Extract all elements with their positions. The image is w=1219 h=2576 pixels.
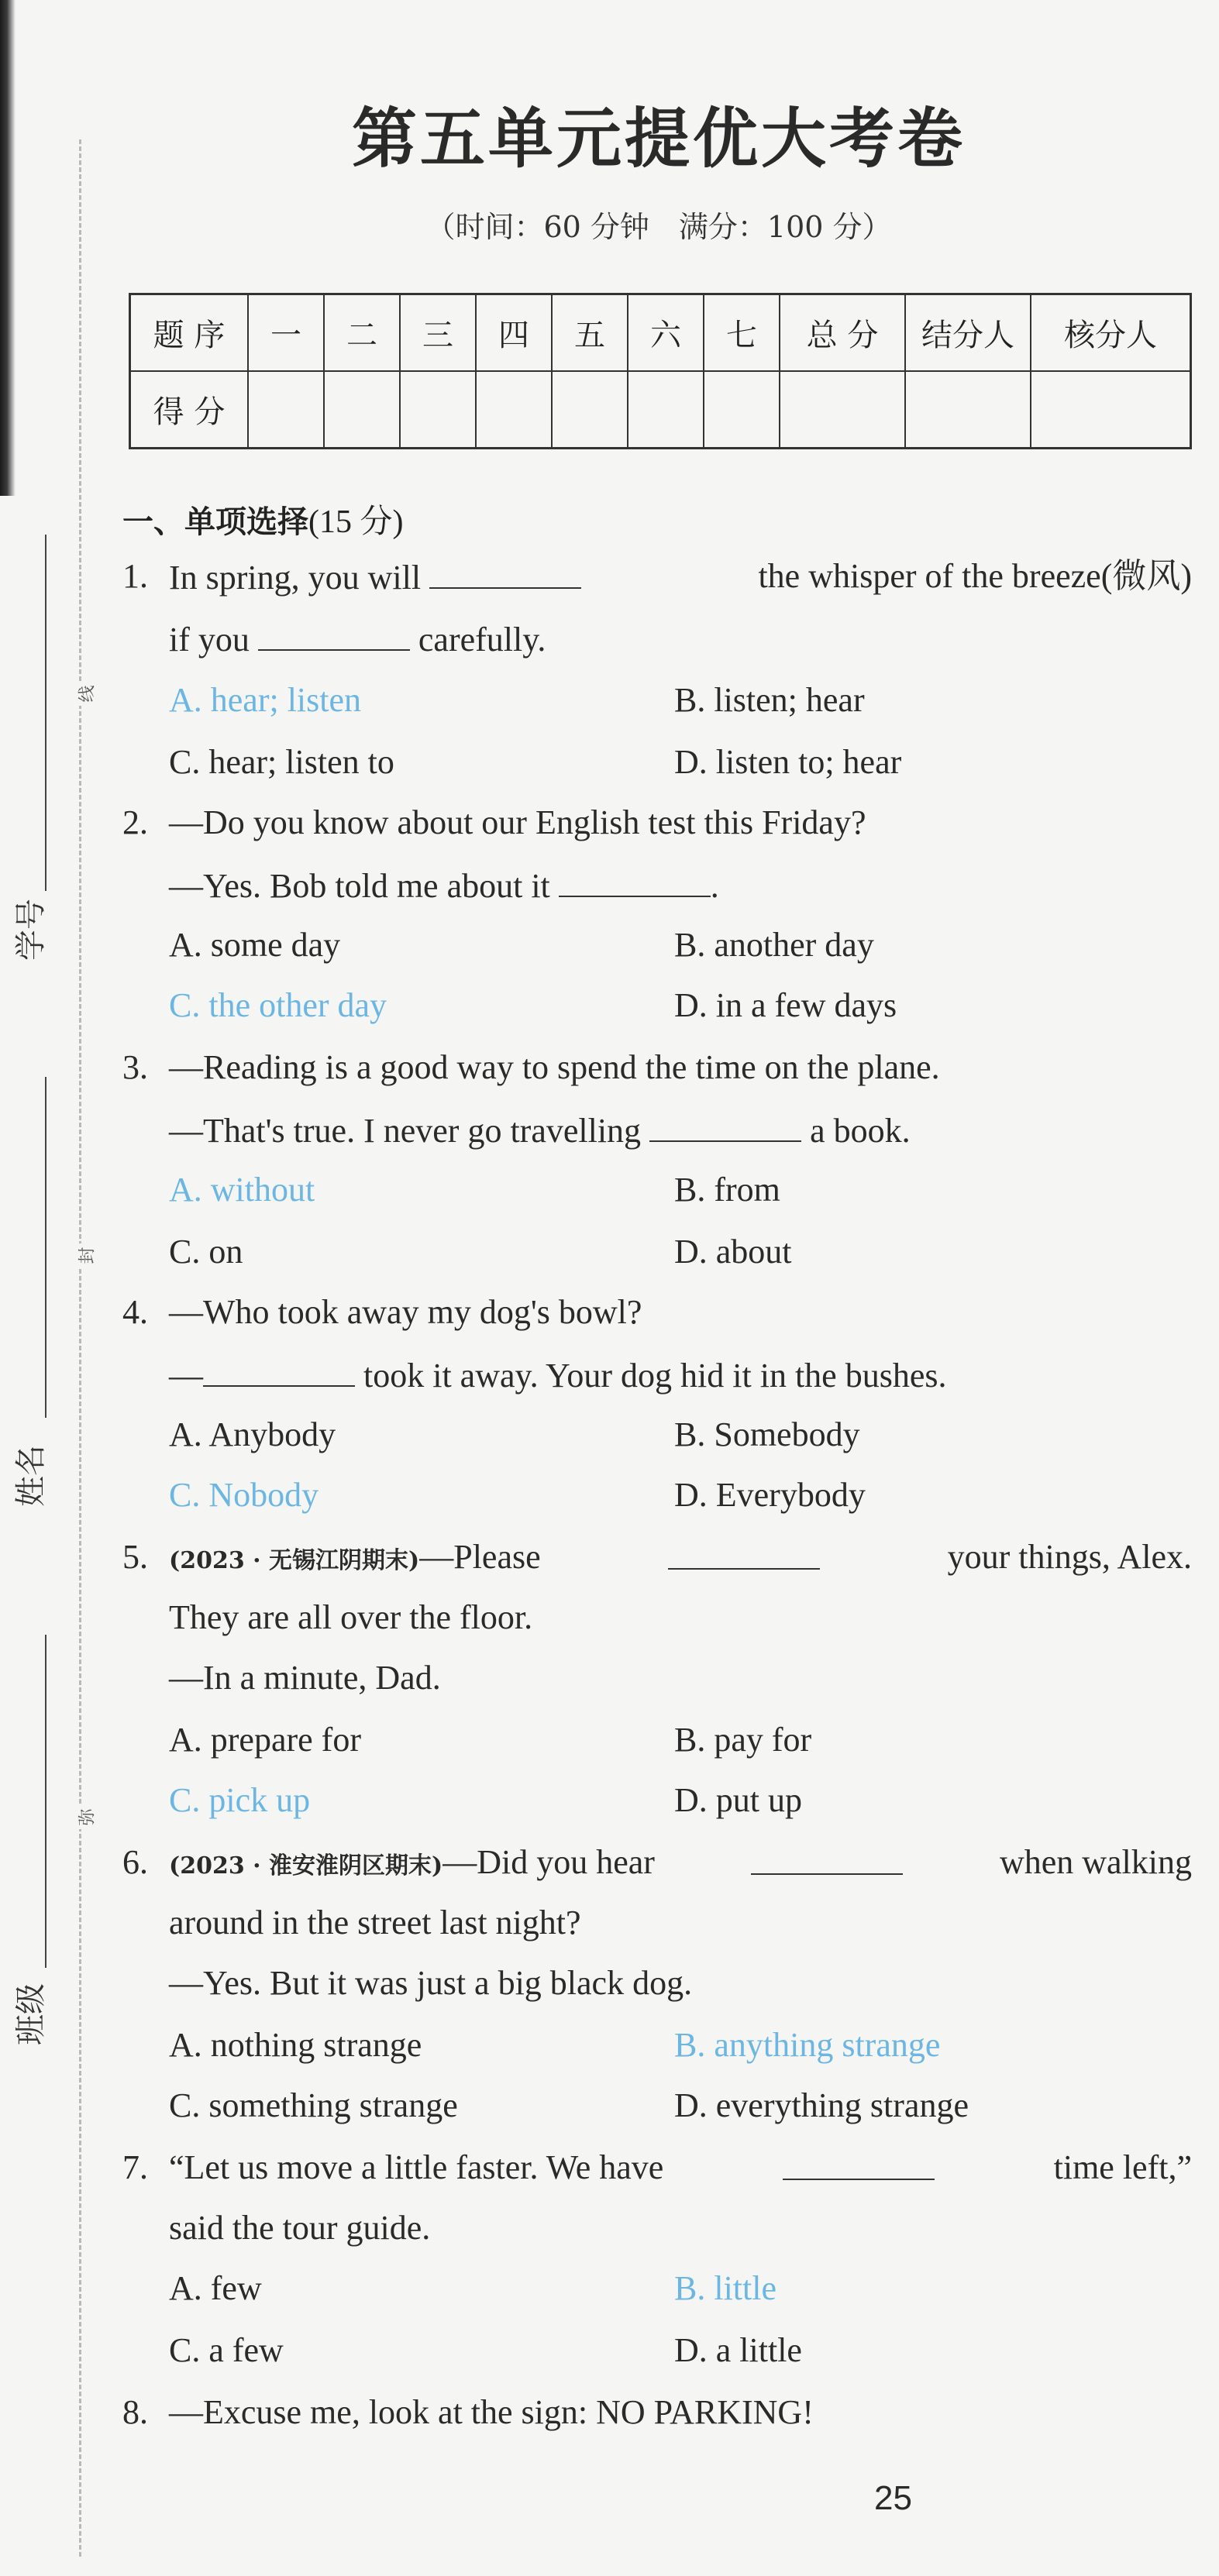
question-text: —Please	[419, 1538, 541, 1576]
margin-label-xuehao: 学号	[13, 899, 49, 961]
score-table-header-cell: 总 分	[780, 294, 905, 372]
option-c[interactable]: C. Nobody	[169, 1476, 319, 1514]
margin-line-xuehao	[45, 535, 46, 891]
option-a[interactable]: A. without	[169, 1171, 315, 1209]
option-a[interactable]: A. Anybody	[169, 1415, 336, 1453]
option-b[interactable]: B. little	[674, 2269, 777, 2307]
question-stem-line	[169, 1113, 911, 1148]
question-stem-line	[169, 559, 1192, 595]
score-table-header-cell: 结分人	[905, 294, 1031, 372]
question-number: 2.	[122, 803, 148, 841]
option-d[interactable]: D. put up	[674, 1781, 802, 1819]
question-stem-line	[169, 2148, 1192, 2186]
question-number: 3.	[122, 1048, 148, 1086]
score-input-cell[interactable]	[780, 371, 905, 449]
score-table-header-cell: 六	[628, 294, 704, 372]
score-input-cell[interactable]	[324, 371, 400, 449]
section-heading-text: 一、单项选择	[122, 504, 308, 540]
option-d[interactable]: D. listen to; hear	[674, 743, 902, 781]
margin-label-banji: 班级	[13, 1983, 49, 2045]
binding-dashed-line	[79, 139, 81, 2557]
option-d[interactable]: D. Everybody	[674, 1476, 866, 1514]
cut-mark-feng: 封	[76, 1243, 96, 1267]
score-table-score-row	[130, 371, 1191, 449]
question-source: (2023 · 无锡江阴期末)	[169, 1547, 420, 1574]
question-text: your things, Alex.	[947, 1538, 1192, 1576]
question-text: took it away. Your dog hid it in the bushes.	[363, 1357, 947, 1395]
score-table-header-row	[130, 294, 1191, 372]
answer-blank[interactable]	[668, 1540, 820, 1570]
score-input-cell[interactable]	[704, 371, 780, 449]
option-a[interactable]: A. prepare for	[169, 1721, 361, 1759]
answer-blank[interactable]	[203, 1357, 355, 1387]
option-a[interactable]: A. few	[169, 2269, 262, 2307]
option-a[interactable]: A. nothing strange	[169, 2026, 422, 2064]
question-stem-line	[169, 1357, 946, 1393]
option-a[interactable]: A. hear; listen	[169, 681, 362, 719]
cut-mark-mi: 弥	[76, 1805, 96, 1829]
question-text: —Who took away my dog's bowl?	[169, 1293, 642, 1331]
question-text: time left,”	[1053, 2148, 1192, 2186]
score-table-header-cell: 题 序	[130, 294, 249, 372]
section-points: (15 分)	[308, 504, 404, 540]
question-number: 4.	[122, 1293, 148, 1331]
score-input-cell[interactable]	[628, 371, 704, 449]
score-table-header-cell: 四	[476, 294, 552, 372]
question-text: .	[710, 867, 719, 905]
option-b[interactable]: B. Somebody	[674, 1415, 860, 1453]
option-b[interactable]: B. another day	[674, 926, 874, 964]
score-table-header-cell: 七	[704, 294, 780, 372]
option-a[interactable]: A. some day	[169, 926, 341, 964]
option-b[interactable]: B. listen; hear	[674, 681, 865, 719]
option-d[interactable]: D. a little	[674, 2331, 802, 2369]
question-text: In spring, you will	[169, 559, 422, 597]
score-table-header-cell: 二	[324, 294, 400, 372]
score-input-cell[interactable]	[552, 371, 628, 449]
answer-blank[interactable]	[783, 2151, 935, 2180]
question-number: 8.	[122, 2393, 148, 2431]
option-d[interactable]: D. about	[674, 1233, 792, 1271]
section-heading	[122, 496, 403, 542]
question-text: if you	[169, 621, 250, 659]
score-table-row-label: 得 分	[130, 371, 249, 449]
question-text: They are all over the floor.	[169, 1598, 533, 1636]
option-d[interactable]: D. in a few days	[674, 986, 897, 1024]
question-text: said the tour guide.	[169, 2209, 431, 2247]
option-c[interactable]: C. a few	[169, 2331, 284, 2369]
option-b[interactable]: B. pay for	[674, 1721, 812, 1759]
question-number: 6.	[122, 1843, 148, 1881]
question-stem-line	[169, 621, 546, 657]
score-table-header-cell: 一	[248, 294, 324, 372]
option-b[interactable]: B. from	[674, 1171, 780, 1209]
option-c[interactable]: C. the other day	[169, 986, 387, 1024]
question-text: —In a minute, Dad.	[169, 1659, 441, 1697]
answer-blank[interactable]	[649, 1113, 801, 1142]
question-stem-line	[169, 1540, 1192, 1574]
score-table-header-cell: 核分人	[1031, 294, 1191, 372]
question-number: 5.	[122, 1538, 148, 1576]
margin-line-banji	[45, 1635, 46, 1968]
question-number: 1.	[122, 557, 148, 595]
score-table-header-cell: 三	[400, 294, 476, 372]
question-source: (2023 · 淮安淮阴区期末)	[169, 1852, 443, 1880]
option-c[interactable]: C. something strange	[169, 2086, 458, 2124]
answer-blank[interactable]	[429, 559, 581, 589]
score-table-header-cell: 五	[552, 294, 628, 372]
score-input-cell[interactable]	[400, 371, 476, 449]
question-text: a book.	[810, 1112, 911, 1150]
option-c[interactable]: C. on	[169, 1233, 243, 1271]
exam-title: 第五单元提优大考卷	[351, 101, 966, 177]
question-text: —That's true. I never go travelling	[169, 1112, 642, 1150]
exam-subtitle: （时间：60 分钟 满分：100 分）	[425, 210, 892, 244]
score-input-cell[interactable]	[905, 371, 1031, 449]
question-number: 7.	[122, 2148, 148, 2186]
question-text: —Excuse me, look at the sign: NO PARKING!	[169, 2393, 814, 2431]
question-stem-line	[169, 1845, 1192, 1880]
question-text: —Yes. But it was just a big black dog.	[169, 1964, 693, 2002]
page-number: 25	[874, 2479, 912, 2517]
option-c[interactable]: C. pick up	[169, 1781, 311, 1819]
question-text: —Reading is a good way to spend the time on the plane.	[169, 1048, 940, 1086]
question-text: carefully.	[418, 621, 546, 659]
question-text: when walking	[999, 1843, 1192, 1881]
binding-edge-shadow	[0, 0, 15, 496]
option-c[interactable]: C. hear; listen to	[169, 743, 394, 781]
answer-blank[interactable]	[751, 1845, 903, 1875]
question-text: “Let us move a little faster. We have	[169, 2148, 664, 2186]
score-input-cell[interactable]	[248, 371, 324, 449]
margin-line-xingming	[45, 1077, 46, 1418]
question-text: —Did you hear	[442, 1843, 655, 1881]
question-text: —Do you know about our English test this Friday?	[169, 803, 866, 841]
score-table	[129, 293, 1192, 449]
margin-label-xingming: 姓名	[13, 1445, 49, 1507]
option-b[interactable]: B. anything strange	[674, 2026, 941, 2064]
question-text: the whisper of the breeze(微风)	[758, 557, 1192, 595]
question-text: around in the street last night?	[169, 1904, 581, 1941]
score-input-cell[interactable]	[1031, 371, 1191, 449]
answer-blank[interactable]	[258, 621, 410, 651]
question-text: —	[169, 1357, 203, 1395]
option-d[interactable]: D. everything strange	[674, 2086, 969, 2124]
answer-blank[interactable]	[559, 868, 711, 897]
question-text: —Yes. Bob told me about it	[169, 867, 550, 905]
cut-mark-xian: 线	[76, 682, 96, 706]
score-input-cell[interactable]	[476, 371, 552, 449]
question-stem-line	[169, 868, 719, 903]
